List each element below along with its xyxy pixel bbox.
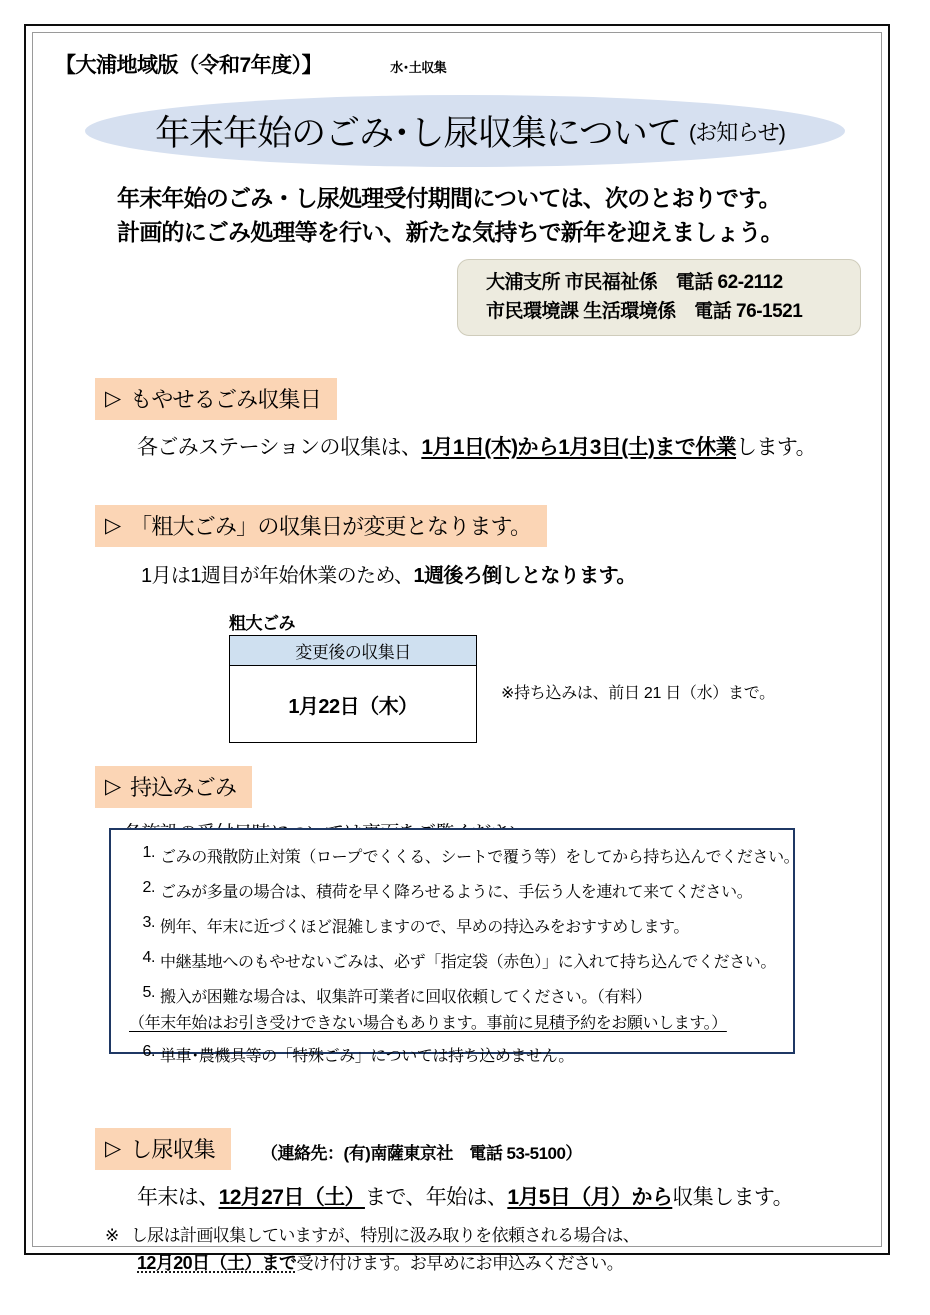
note-text: 単車･農機具等の「特殊ごみ」については持ち込めません。	[160, 1048, 574, 1065]
sewage-heading-note: （連絡先：(有)南薩東京社 電話 53-5100）	[261, 1144, 582, 1163]
list-item	[129, 949, 783, 972]
bulky-collection-table	[229, 635, 477, 743]
section-heading-burnable-label: もやせるごみ収集日	[130, 387, 321, 412]
intro-line-2: 計画的にごみ処理等を行い、新たな気持ちで新年を迎えましょう。	[117, 219, 783, 245]
section-heading-bulky-label: 「粗大ごみ」の収集日が変更となります。	[130, 514, 532, 539]
bulky-body-prefix: 1月は1週目が年始休業のため、	[141, 565, 414, 587]
sewage-note-line-1	[105, 1221, 639, 1246]
header-row	[55, 49, 835, 79]
sewage-emphasis-end: 1月5日（月）から	[507, 1186, 673, 1209]
intro-paragraph	[117, 181, 877, 249]
collection-days-label: 水･土収集	[390, 60, 447, 75]
contact-line-1: 大浦支所 市民福祉係 電話 62-2112	[486, 272, 783, 293]
note-text: ごみの飛散防止対策（ロープでくくる、シートで覆う等）をしてから持ち込んでください。	[160, 849, 800, 866]
burnable-body-suffix: します。	[736, 436, 816, 459]
title-sub: (お知らせ)	[688, 119, 785, 145]
sewage-note-text-2: 受け付けます。お早めにお申込みください。	[296, 1254, 624, 1273]
list-item	[129, 844, 800, 867]
edition-label: 【大浦地域版（令和7年度）】	[55, 54, 323, 77]
burnable-body-emphasis: 1月1日(木)から1月3日(土)まで休業	[421, 436, 737, 459]
sewage-note-mark: ※	[105, 1226, 119, 1245]
page-border-outer	[24, 24, 890, 1273]
triangle-bullet-icon: ▷	[105, 1137, 122, 1160]
note-text: ごみが多量の場合は、積荷を早く降ろせるように、手伝う人を連れて来てください。	[160, 884, 753, 901]
bulky-table-value: 1月22日（木）	[288, 695, 418, 718]
note-number: 1.	[142, 844, 155, 861]
section-heading-bulky	[95, 505, 547, 547]
list-item	[129, 914, 783, 937]
note-number: 6.	[142, 1043, 155, 1060]
list-item	[129, 1043, 783, 1066]
note-number: 4.	[142, 949, 155, 966]
page-border-inner	[32, 32, 882, 1273]
burnable-body-prefix: 各ごみステーションの収集は、	[137, 436, 422, 459]
section-heading-sewage-label: し尿収集	[130, 1137, 215, 1162]
sewage-emphasis-start: 12月27日（土）	[218, 1186, 365, 1209]
note-text: 例年、年末に近づくほど混雑しますので、早めの持込みをおすすめします。	[160, 919, 689, 936]
triangle-bullet-icon: ▷	[105, 775, 122, 798]
intro-line-1: 年末年始のごみ・し尿処理受付期間については、次のとおりです。	[117, 185, 781, 211]
triangle-bullet-icon: ▷	[105, 387, 122, 410]
list-item	[129, 879, 783, 902]
section-heading-dropoff-label: 持込みごみ	[130, 775, 237, 800]
bulky-body-emphasis: 1週後ろ倒しとなります。	[413, 565, 636, 587]
note-number: 2.	[142, 879, 155, 896]
contact-box	[457, 259, 861, 336]
dropoff-notes-box	[109, 828, 800, 1065]
burnable-body-line	[137, 431, 816, 461]
bulky-table-header: 変更後の収集日	[230, 636, 476, 666]
sewage-note-text-1: し尿は計画収集していますが、特別に汲み取りを依頼される場合は、	[130, 1226, 640, 1245]
bulky-body-line	[141, 559, 636, 588]
sewage-line-suffix: 収集します。	[672, 1186, 794, 1209]
bulky-side-note: ※持ち込みは、前日 21 日（水）まで。	[501, 685, 775, 702]
note-text: 搬入が困難な場合は、収集許可業者に回収依頼してください。（有料）	[160, 989, 652, 1006]
section-heading-dropoff	[95, 766, 252, 808]
section-heading-sewage	[95, 1128, 231, 1170]
title-text-group	[75, 91, 865, 171]
note-number: 5.	[142, 984, 155, 1001]
sewage-line-mid: まで、年始は、	[364, 1186, 508, 1209]
triangle-bullet-icon: ▷	[105, 514, 122, 537]
list-item	[129, 984, 783, 1033]
sewage-line-prefix: 年末は、	[137, 1186, 219, 1209]
sewage-note-emphasis: 12月20日（土）まで	[137, 1253, 297, 1273]
notice-content	[33, 33, 881, 1273]
bulky-table-caption: 粗大ごみ	[229, 614, 295, 633]
page-title	[75, 91, 865, 171]
title-main: 年末年始のごみ･し尿収集について	[155, 114, 681, 153]
note-subtext: （年末年始はお引き受けできない場合もあります。事前に見積予約をお願いします。）	[129, 1015, 727, 1032]
sewage-main-line	[137, 1181, 793, 1211]
sewage-note-line-2	[137, 1249, 623, 1275]
note-text: 中継基地へのもやせないごみは、必ず「指定袋（赤色）」に入れて持ち込んでください。	[160, 954, 777, 971]
contact-line-2: 市民環境課 生活環境係 電話 76-1521	[486, 301, 803, 322]
note-number: 3.	[142, 914, 155, 931]
section-heading-burnable	[95, 378, 337, 420]
